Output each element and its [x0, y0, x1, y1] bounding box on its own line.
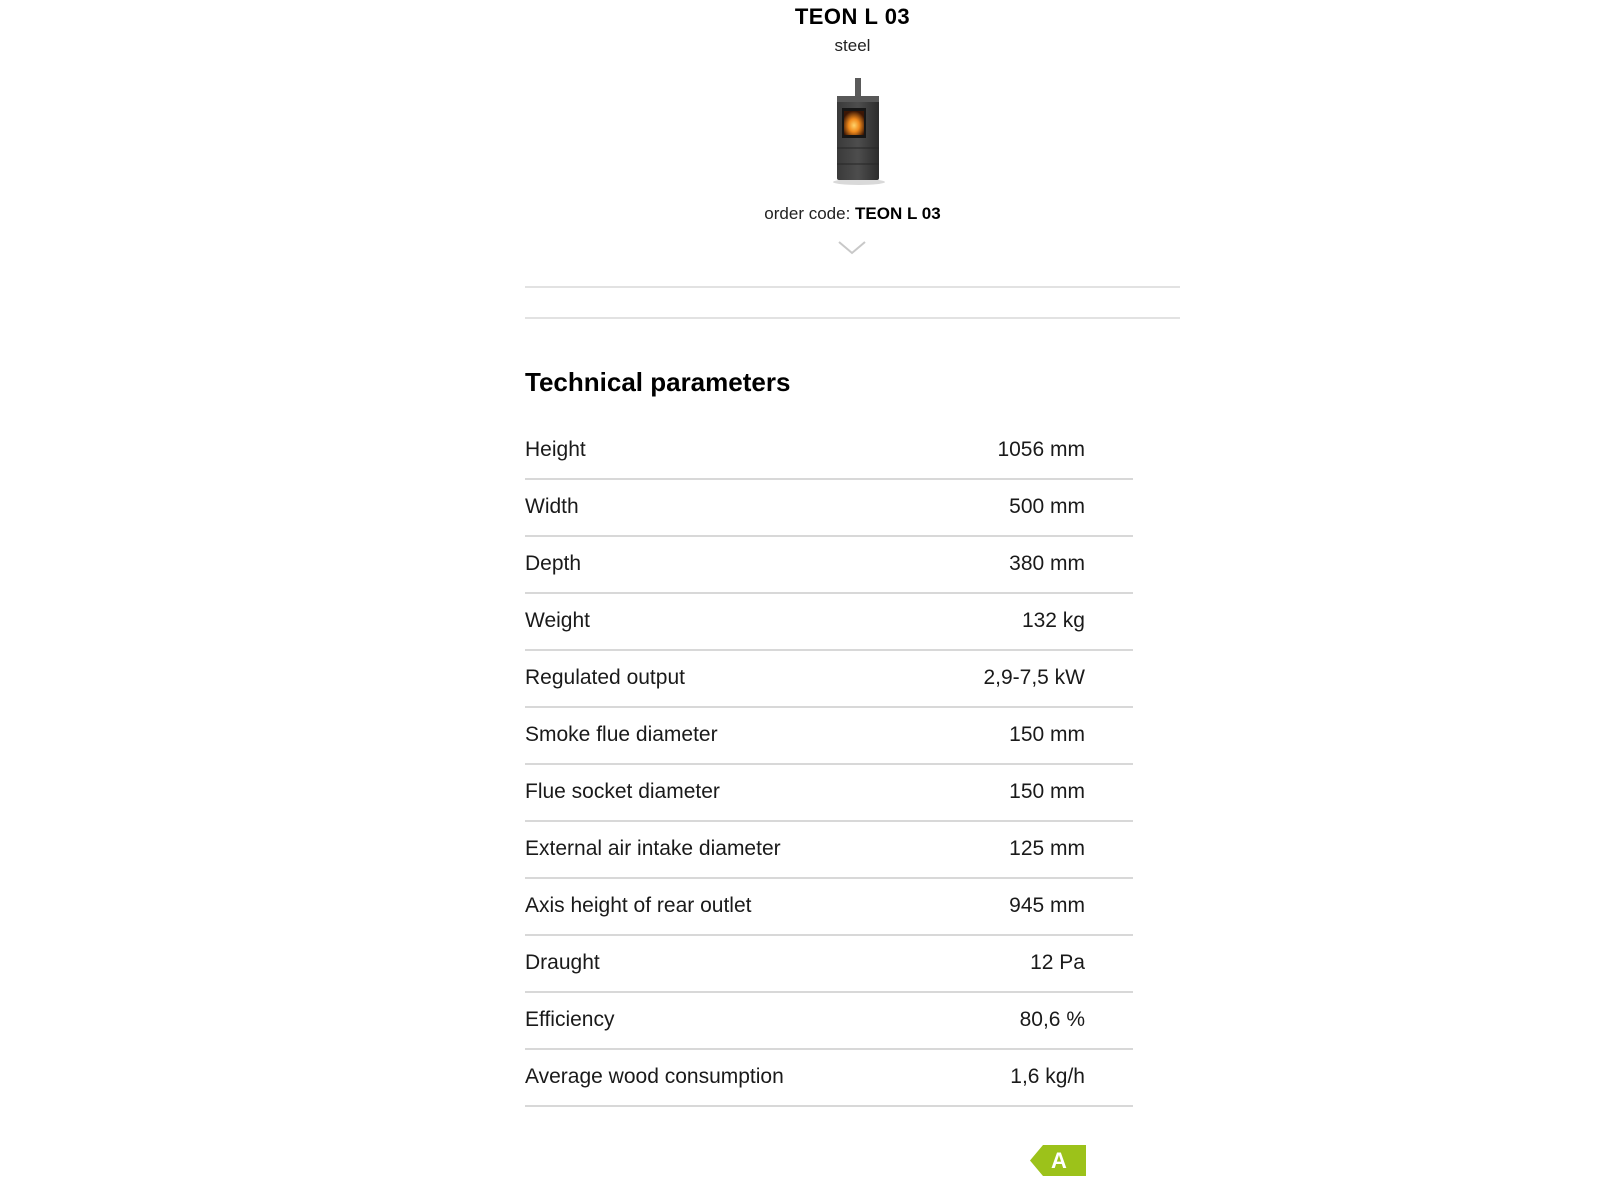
param-value: 12 Pa — [1030, 951, 1085, 974]
param-label: Regulated output — [525, 666, 685, 689]
product-material: steel — [834, 36, 871, 55]
energy-class-letter: A — [1051, 1148, 1067, 1173]
param-row — [525, 537, 1133, 594]
order-code-label: order code: — [764, 204, 851, 223]
param-row — [525, 765, 1133, 822]
param-row — [525, 936, 1133, 993]
divider — [525, 317, 1180, 319]
param-value: 380 mm — [1009, 552, 1085, 575]
param-label: External air intake diameter — [525, 837, 781, 860]
technical-parameters-title: Technical parameters — [525, 367, 791, 397]
param-value: 1,6 kg/h — [1010, 1065, 1085, 1088]
param-row — [525, 594, 1133, 651]
param-label: Flue socket diameter — [525, 780, 720, 803]
param-label: Average wood consumption — [525, 1065, 784, 1088]
param-value: 945 mm — [1009, 894, 1085, 917]
param-value: 150 mm — [1009, 723, 1085, 746]
param-label: Depth — [525, 552, 582, 575]
param-value: 125 mm — [1009, 837, 1085, 860]
order-code — [525, 204, 1180, 224]
param-label: Width — [525, 495, 579, 518]
stove-image[interactable] — [817, 78, 897, 186]
param-label: Efficiency — [525, 1008, 615, 1031]
param-label: Height — [525, 438, 586, 461]
param-value: 80,6 % — [1019, 1008, 1085, 1031]
param-row — [525, 651, 1133, 708]
param-value: 1056 mm — [997, 438, 1085, 461]
param-value: 132 kg — [1021, 609, 1085, 632]
product-title: TEON L 03 — [794, 4, 911, 29]
param-row — [525, 879, 1133, 936]
technical-parameters-table — [525, 423, 1133, 1107]
param-label: Weight — [525, 609, 590, 632]
chevron-down-icon[interactable] — [837, 240, 867, 256]
divider — [525, 286, 1180, 288]
param-row — [525, 480, 1133, 537]
param-row — [525, 822, 1133, 879]
param-row — [525, 708, 1133, 765]
energy-class-badge[interactable] — [1030, 1145, 1086, 1176]
param-label: Draught — [525, 951, 600, 974]
param-value: 150 mm — [1009, 780, 1085, 803]
param-label: Axis height of rear outlet — [525, 894, 752, 917]
param-row — [525, 993, 1133, 1050]
param-value: 500 mm — [1009, 495, 1085, 518]
order-code-value: TEON L 03 — [855, 204, 941, 223]
param-value: 2,9-7,5 kW — [983, 666, 1085, 689]
param-row — [525, 423, 1133, 480]
param-label: Smoke flue diameter — [525, 723, 718, 746]
param-row — [525, 1050, 1133, 1107]
